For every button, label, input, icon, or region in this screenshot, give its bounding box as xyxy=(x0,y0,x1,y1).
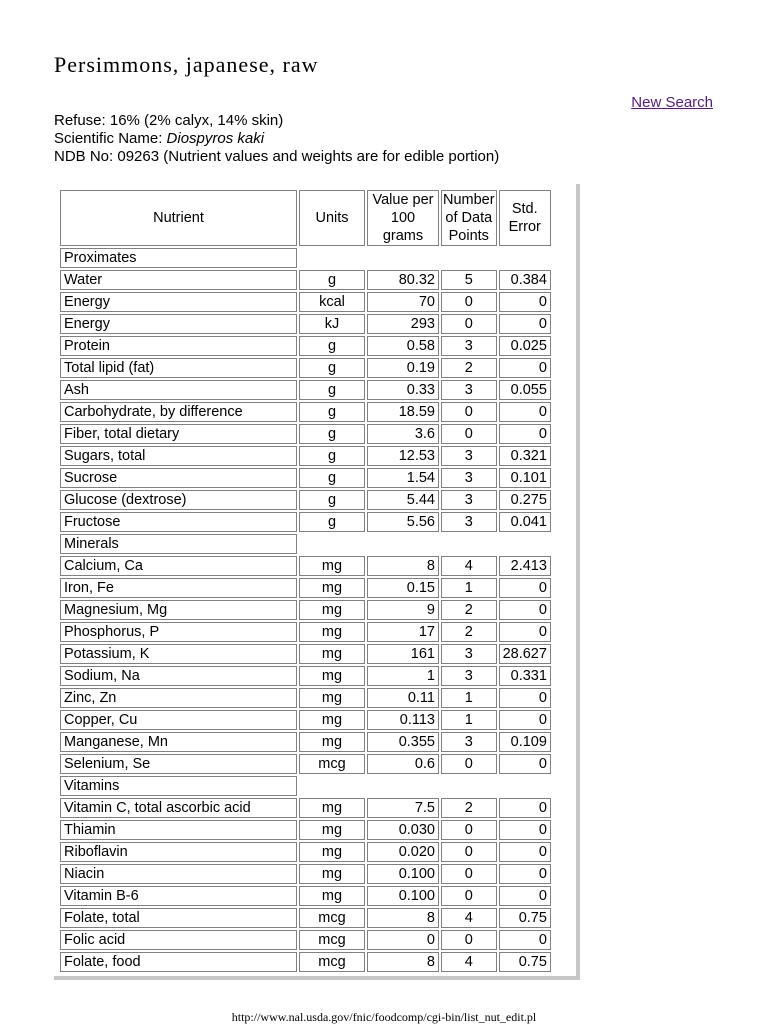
section-row xyxy=(60,248,551,268)
table-row xyxy=(60,754,551,774)
table-row xyxy=(60,270,551,290)
std-error: 0.025 xyxy=(499,336,551,356)
value: 7.5 xyxy=(367,798,439,818)
nutrient-name: Niacin xyxy=(60,864,297,884)
std-error: 0.321 xyxy=(499,446,551,466)
std-error: 0 xyxy=(499,358,551,378)
nutrient-name: Calcium, Ca xyxy=(60,556,297,576)
unit: g xyxy=(299,468,365,488)
data-points: 4 xyxy=(441,556,497,576)
nutrient-name: Fiber, total dietary xyxy=(60,424,297,444)
value: 0.113 xyxy=(367,710,439,730)
std-error: 0 xyxy=(499,820,551,840)
data-points: 1 xyxy=(441,710,497,730)
table-row xyxy=(60,556,551,576)
scientific-name xyxy=(54,130,499,148)
value: 0.58 xyxy=(367,336,439,356)
nutrient-name: Zinc, Zn xyxy=(60,688,297,708)
std-error: 0 xyxy=(499,578,551,598)
section-heading: Proximates xyxy=(60,248,297,268)
table-row xyxy=(60,380,551,400)
unit: mg xyxy=(299,820,365,840)
data-points: 5 xyxy=(441,270,497,290)
value: 18.59 xyxy=(367,402,439,422)
table-row xyxy=(60,842,551,862)
data-points: 0 xyxy=(441,886,497,906)
value: 12.53 xyxy=(367,446,439,466)
table-row xyxy=(60,930,551,950)
std-error: 2.413 xyxy=(499,556,551,576)
unit: mg xyxy=(299,578,365,598)
value: 0.11 xyxy=(367,688,439,708)
ndb-number: NDB No: 09263 (Nutrient values and weights are for edible portion) xyxy=(54,148,500,165)
section-heading: Vitamins xyxy=(60,776,297,796)
page-title: Persimmons, japanese, raw xyxy=(54,52,319,77)
value: 0.355 xyxy=(367,732,439,752)
unit: mg xyxy=(299,732,365,752)
unit: kJ xyxy=(299,314,365,334)
unit: mg xyxy=(299,886,365,906)
unit: mg xyxy=(299,710,365,730)
value: 8 xyxy=(367,952,439,972)
unit: g xyxy=(299,512,365,532)
unit: mcg xyxy=(299,930,365,950)
table-row xyxy=(60,688,551,708)
table-header-row xyxy=(60,190,551,246)
header-nutrient: Nutrient xyxy=(60,190,297,246)
section-row xyxy=(60,776,551,796)
std-error: 0 xyxy=(499,292,551,312)
table-row xyxy=(60,644,551,664)
unit: g xyxy=(299,270,365,290)
table-row xyxy=(60,798,551,818)
table-row xyxy=(60,490,551,510)
nutrient-name: Magnesium, Mg xyxy=(60,600,297,620)
table-row xyxy=(60,424,551,444)
std-error: 0 xyxy=(499,622,551,642)
refuse-text: Refuse: 16% (2% calyx, 14% skin) xyxy=(54,112,284,129)
footer-url: http://www.nal.usda.gov/fnic/foodcomp/cgi-bin/list_nut_edit.pl xyxy=(231,1010,537,1024)
unit: mg xyxy=(299,688,365,708)
value: 1.54 xyxy=(367,468,439,488)
unit: mg xyxy=(299,864,365,884)
table-row xyxy=(60,732,551,752)
value: 17 xyxy=(367,622,439,642)
data-points: 0 xyxy=(441,402,497,422)
std-error: 0.275 xyxy=(499,490,551,510)
nutrient-table xyxy=(58,188,553,974)
std-error: 0 xyxy=(499,930,551,950)
table-row xyxy=(60,600,551,620)
unit: g xyxy=(299,402,365,422)
table-row xyxy=(60,622,551,642)
nutrient-name: Phosphorus, P xyxy=(60,622,297,642)
data-points: 1 xyxy=(441,688,497,708)
value: 0.100 xyxy=(367,864,439,884)
nutrient-name: Thiamin xyxy=(60,820,297,840)
data-points: 0 xyxy=(441,424,497,444)
value: 293 xyxy=(367,314,439,334)
section-row xyxy=(60,534,551,554)
nutrient-name: Vitamin B-6 xyxy=(60,886,297,906)
table-row xyxy=(60,358,551,378)
unit: g xyxy=(299,358,365,378)
table-row xyxy=(60,578,551,598)
nutrient-name: Copper, Cu xyxy=(60,710,297,730)
table-row xyxy=(60,314,551,334)
data-points: 3 xyxy=(441,380,497,400)
table-row xyxy=(60,512,551,532)
data-points: 2 xyxy=(441,600,497,620)
std-error: 0.101 xyxy=(499,468,551,488)
table-row xyxy=(60,336,551,356)
header-units: Units xyxy=(299,190,365,246)
unit: g xyxy=(299,446,365,466)
data-points: 3 xyxy=(441,644,497,664)
std-error: 0 xyxy=(499,402,551,422)
nutrient-name: Energy xyxy=(60,292,297,312)
table-row xyxy=(60,820,551,840)
std-error: 0.041 xyxy=(499,512,551,532)
data-points: 3 xyxy=(441,490,497,510)
data-points: 3 xyxy=(441,666,497,686)
table-row xyxy=(60,710,551,730)
std-error: 0 xyxy=(499,798,551,818)
unit: mg xyxy=(299,556,365,576)
std-error: 0 xyxy=(499,710,551,730)
data-points: 0 xyxy=(441,314,497,334)
std-error: 0.055 xyxy=(499,380,551,400)
nutrient-name: Folic acid xyxy=(60,930,297,950)
nutrient-name: Ash xyxy=(60,380,297,400)
value: 0.100 xyxy=(367,886,439,906)
data-points: 3 xyxy=(441,336,497,356)
unit: g xyxy=(299,336,365,356)
unit: mg xyxy=(299,798,365,818)
std-error: 0.331 xyxy=(499,666,551,686)
unit: mcg xyxy=(299,952,365,972)
nutrient-table-frame xyxy=(54,184,580,980)
value: 0 xyxy=(367,930,439,950)
value: 8 xyxy=(367,556,439,576)
table-row xyxy=(60,864,551,884)
data-points: 0 xyxy=(441,292,497,312)
nutrient-name: Sugars, total xyxy=(60,446,297,466)
std-error: 0 xyxy=(499,688,551,708)
value: 70 xyxy=(367,292,439,312)
nutrient-name: Potassium, K xyxy=(60,644,297,664)
food-metadata xyxy=(54,112,499,166)
data-points: 3 xyxy=(441,732,497,752)
nutrient-name: Selenium, Se xyxy=(60,754,297,774)
data-points: 0 xyxy=(441,930,497,950)
nutrient-name: Manganese, Mn xyxy=(60,732,297,752)
table-row xyxy=(60,952,551,972)
value: 80.32 xyxy=(367,270,439,290)
value: 0.33 xyxy=(367,380,439,400)
nutrient-name: Glucose (dextrose) xyxy=(60,490,297,510)
nutrient-name: Sodium, Na xyxy=(60,666,297,686)
nutrient-name: Water xyxy=(60,270,297,290)
header-value: Value per 100 grams xyxy=(367,190,439,246)
data-points: 2 xyxy=(441,358,497,378)
std-error: 0 xyxy=(499,314,551,334)
unit: mg xyxy=(299,644,365,664)
nutrient-name: Riboflavin xyxy=(60,842,297,862)
nutrient-table-body xyxy=(60,248,551,972)
data-points: 0 xyxy=(441,754,497,774)
data-points: 0 xyxy=(441,820,497,840)
unit: g xyxy=(299,490,365,510)
value: 8 xyxy=(367,908,439,928)
data-points: 1 xyxy=(441,578,497,598)
nutrient-name: Protein xyxy=(60,336,297,356)
table-row xyxy=(60,446,551,466)
value: 0.15 xyxy=(367,578,439,598)
unit: g xyxy=(299,380,365,400)
table-row xyxy=(60,402,551,422)
value: 3.6 xyxy=(367,424,439,444)
value: 161 xyxy=(367,644,439,664)
std-error: 0.75 xyxy=(499,908,551,928)
data-points: 3 xyxy=(441,446,497,466)
data-points: 3 xyxy=(441,468,497,488)
std-error: 28.627 xyxy=(499,644,551,664)
data-points: 4 xyxy=(441,908,497,928)
std-error: 0 xyxy=(499,886,551,906)
std-error: 0 xyxy=(499,842,551,862)
data-points: 0 xyxy=(441,842,497,862)
unit: mg xyxy=(299,622,365,642)
scientific-name-value: Diospyros kaki xyxy=(166,130,265,147)
nutrient-name: Fructose xyxy=(60,512,297,532)
std-error: 0 xyxy=(499,864,551,884)
std-error: 0 xyxy=(499,754,551,774)
table-row xyxy=(60,468,551,488)
std-error: 0.75 xyxy=(499,952,551,972)
unit: mg xyxy=(299,600,365,620)
value: 0.020 xyxy=(367,842,439,862)
value: 0.030 xyxy=(367,820,439,840)
std-error: 0 xyxy=(499,600,551,620)
scientific-name-label: Scientific Name: xyxy=(54,130,167,147)
value: 1 xyxy=(367,666,439,686)
table-row xyxy=(60,292,551,312)
data-points: 2 xyxy=(441,798,497,818)
std-error: 0 xyxy=(499,424,551,444)
nutrient-name: Folate, total xyxy=(60,908,297,928)
value: 9 xyxy=(367,600,439,620)
nutrient-name: Iron, Fe xyxy=(60,578,297,598)
value: 5.56 xyxy=(367,512,439,532)
table-row xyxy=(60,908,551,928)
value: 5.44 xyxy=(367,490,439,510)
unit: mcg xyxy=(299,754,365,774)
new-search-link[interactable]: New Search xyxy=(631,94,713,111)
unit: mg xyxy=(299,666,365,686)
nutrient-name: Energy xyxy=(60,314,297,334)
unit: mcg xyxy=(299,908,365,928)
table-row xyxy=(60,666,551,686)
data-points: 0 xyxy=(441,864,497,884)
std-error: 0.384 xyxy=(499,270,551,290)
value: 0.19 xyxy=(367,358,439,378)
section-heading: Minerals xyxy=(60,534,297,554)
header-std-error: Std. Error xyxy=(499,190,551,246)
unit: g xyxy=(299,424,365,444)
value: 0.6 xyxy=(367,754,439,774)
unit: kcal xyxy=(299,292,365,312)
nutrient-name: Carbohydrate, by difference xyxy=(60,402,297,422)
std-error: 0.109 xyxy=(499,732,551,752)
header-data-points: Number of Data Points xyxy=(443,192,495,244)
data-points: 4 xyxy=(441,952,497,972)
nutrient-name: Total lipid (fat) xyxy=(60,358,297,378)
nutrient-name: Sucrose xyxy=(60,468,297,488)
data-points: 2 xyxy=(441,622,497,642)
nutrient-name: Vitamin C, total ascorbic acid xyxy=(60,798,297,818)
table-row xyxy=(60,886,551,906)
data-points: 3 xyxy=(441,512,497,532)
nutrient-name: Folate, food xyxy=(60,952,297,972)
unit: mg xyxy=(299,842,365,862)
